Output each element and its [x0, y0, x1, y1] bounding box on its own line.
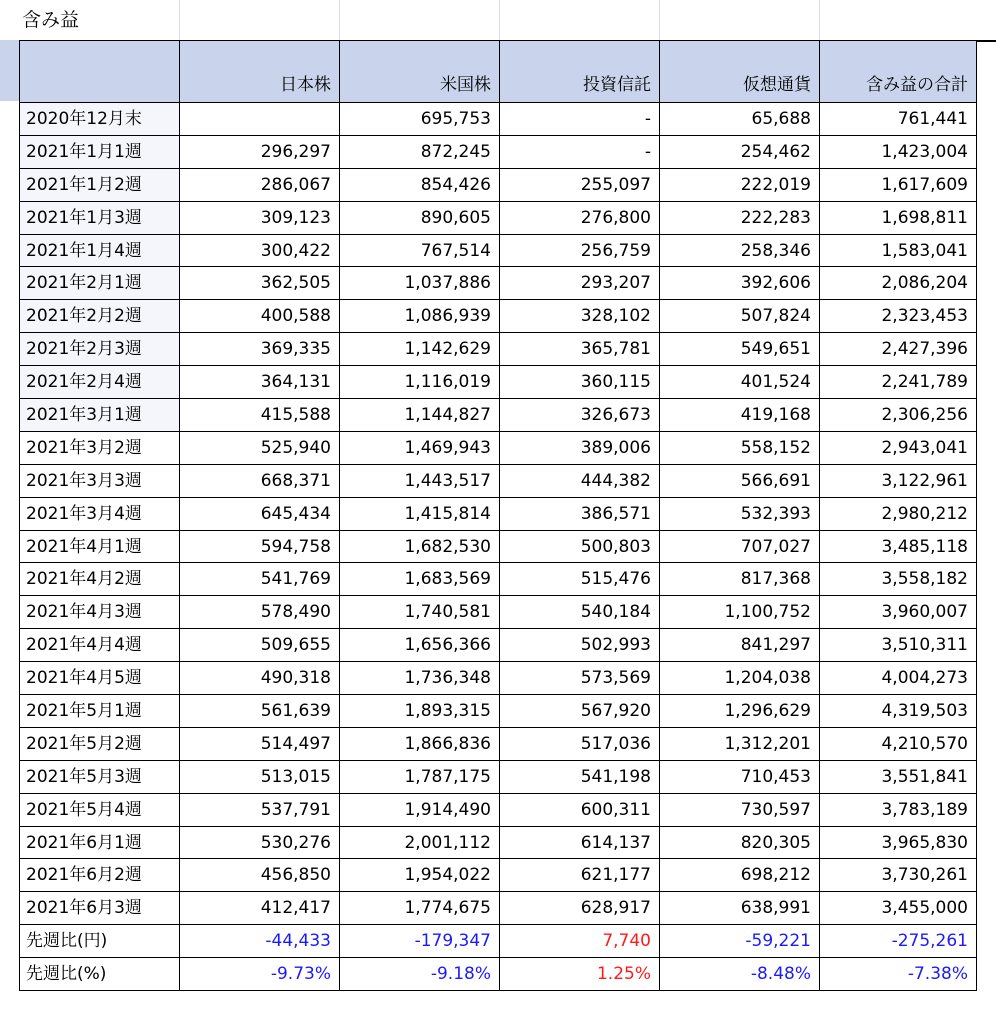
cell-jp-stocks[interactable]: 412,417	[180, 892, 340, 925]
row-label-cell[interactable]: 2021年1月3週	[20, 201, 180, 234]
cell-crypto[interactable]: 638,991	[660, 892, 820, 925]
cell-jp-stocks[interactable]: 400,588	[180, 300, 340, 333]
row-label-cell[interactable]: 2021年2月4週	[20, 366, 180, 399]
cell-investment-trust[interactable]: 255,097	[500, 168, 660, 201]
summary-cell-crypto[interactable]: -8.48%	[660, 958, 820, 991]
table-row	[20, 563, 977, 596]
cell-investment-trust[interactable]: 256,759	[500, 234, 660, 267]
cell-crypto[interactable]: 222,019	[660, 168, 820, 201]
row-label-cell[interactable]: 2021年6月2週	[20, 859, 180, 892]
row-label-cell[interactable]: 2021年5月4週	[20, 793, 180, 826]
cell-crypto[interactable]: 419,168	[660, 399, 820, 432]
cell-total[interactable]: 2,427,396	[820, 333, 977, 366]
table-row	[20, 399, 977, 432]
header-left-band	[0, 40, 19, 101]
table-row	[20, 695, 977, 728]
cell-us-stocks[interactable]: 1,116,019	[340, 366, 500, 399]
summary-cell-jp-stocks[interactable]: -44,433	[180, 925, 340, 958]
cell-investment-trust[interactable]: 628,917	[500, 892, 660, 925]
header-cell-us-stocks[interactable]: 米国株	[340, 41, 500, 103]
cell-us-stocks[interactable]: 872,245	[340, 135, 500, 168]
cell-jp-stocks[interactable]: 514,497	[180, 727, 340, 760]
cell-total[interactable]: 3,730,261	[820, 859, 977, 892]
summary-cell-us-stocks[interactable]: -179,347	[340, 925, 500, 958]
cell-us-stocks[interactable]: 1,866,836	[340, 727, 500, 760]
cell-total[interactable]: 3,510,311	[820, 629, 977, 662]
cell-total[interactable]: 1,423,004	[820, 135, 977, 168]
row-label-cell[interactable]: 2021年1月2週	[20, 168, 180, 201]
cell-crypto[interactable]: 707,027	[660, 530, 820, 563]
cell-investment-trust[interactable]: 621,177	[500, 859, 660, 892]
table-row	[20, 530, 977, 563]
header-cell-jp-stocks[interactable]: 日本株	[180, 41, 340, 103]
cell-us-stocks[interactable]: 1,736,348	[340, 662, 500, 695]
cell-crypto[interactable]: 698,212	[660, 859, 820, 892]
cell-total[interactable]: 3,783,189	[820, 793, 977, 826]
cell-us-stocks[interactable]: 1,037,886	[340, 267, 500, 300]
grid-line	[179, 0, 180, 40]
cell-jp-stocks[interactable]: 456,850	[180, 859, 340, 892]
summary-cell-total[interactable]: -275,261	[820, 925, 977, 958]
table-row	[20, 267, 977, 300]
cell-jp-stocks[interactable]: 509,655	[180, 629, 340, 662]
cell-jp-stocks[interactable]: 490,318	[180, 662, 340, 695]
cell-crypto[interactable]: 566,691	[660, 464, 820, 497]
cell-investment-trust[interactable]: -	[500, 103, 660, 136]
cell-total[interactable]: 3,965,830	[820, 826, 977, 859]
cell-us-stocks[interactable]: 1,683,569	[340, 563, 500, 596]
cell-total[interactable]: 2,086,204	[820, 267, 977, 300]
cell-crypto[interactable]: 1,312,201	[660, 727, 820, 760]
cell-jp-stocks[interactable]: 530,276	[180, 826, 340, 859]
row-label-cell[interactable]: 2021年3月3週	[20, 464, 180, 497]
cell-us-stocks[interactable]: 890,605	[340, 201, 500, 234]
cell-investment-trust[interactable]: 293,207	[500, 267, 660, 300]
cell-investment-trust[interactable]: 541,198	[500, 760, 660, 793]
cell-jp-stocks[interactable]: 362,505	[180, 267, 340, 300]
table-row	[20, 300, 977, 333]
cell-investment-trust[interactable]: 502,993	[500, 629, 660, 662]
cell-investment-trust[interactable]: 386,571	[500, 497, 660, 530]
row-label-cell[interactable]: 2021年2月1週	[20, 267, 180, 300]
cell-crypto[interactable]: 841,297	[660, 629, 820, 662]
cell-us-stocks[interactable]: 1,469,943	[340, 431, 500, 464]
row-label-cell[interactable]: 2021年4月3週	[20, 596, 180, 629]
cell-total[interactable]: 3,960,007	[820, 596, 977, 629]
cell-jp-stocks[interactable]: 513,015	[180, 760, 340, 793]
cell-crypto[interactable]: 222,283	[660, 201, 820, 234]
cell-total[interactable]: 1,698,811	[820, 201, 977, 234]
sheet-title-cell[interactable]: 含み益	[22, 9, 80, 31]
row-label-cell[interactable]: 2021年5月3週	[20, 760, 180, 793]
summary-cell-total[interactable]: -7.38%	[820, 958, 977, 991]
header-cell-crypto[interactable]: 仮想通貨	[660, 41, 820, 103]
cell-us-stocks[interactable]: 695,753	[340, 103, 500, 136]
summary-cell-us-stocks[interactable]: -9.18%	[340, 958, 500, 991]
unrealized-gains-table	[19, 40, 977, 991]
cell-investment-trust[interactable]: 573,569	[500, 662, 660, 695]
summary-row	[20, 925, 977, 958]
table-row	[20, 859, 977, 892]
cell-investment-trust[interactable]: 328,102	[500, 300, 660, 333]
cell-investment-trust[interactable]: 517,036	[500, 727, 660, 760]
cell-crypto[interactable]: 820,305	[660, 826, 820, 859]
cell-jp-stocks[interactable]: 561,639	[180, 695, 340, 728]
cell-total[interactable]: 2,306,256	[820, 399, 977, 432]
cell-investment-trust[interactable]: 567,920	[500, 695, 660, 728]
title-row	[0, 0, 996, 42]
row-label-cell[interactable]: 2021年3月2週	[20, 431, 180, 464]
cell-crypto[interactable]: 254,462	[660, 135, 820, 168]
cell-jp-stocks[interactable]: 296,297	[180, 135, 340, 168]
table-row	[20, 497, 977, 530]
cell-total[interactable]: 3,551,841	[820, 760, 977, 793]
cell-us-stocks[interactable]: 1,142,629	[340, 333, 500, 366]
cell-jp-stocks[interactable]: 525,940	[180, 431, 340, 464]
cell-us-stocks[interactable]: 767,514	[340, 234, 500, 267]
cell-total[interactable]: 3,485,118	[820, 530, 977, 563]
cell-crypto[interactable]: 401,524	[660, 366, 820, 399]
cell-crypto[interactable]: 1,296,629	[660, 695, 820, 728]
cell-investment-trust[interactable]: 500,803	[500, 530, 660, 563]
table-row	[20, 135, 977, 168]
header-cell-total[interactable]: 含み益の合計	[820, 41, 977, 103]
row-label-cell[interactable]: 2021年4月4週	[20, 629, 180, 662]
header-cell-investment-trust[interactable]: 投資信託	[500, 41, 660, 103]
cell-us-stocks[interactable]: 1,893,315	[340, 695, 500, 728]
cell-investment-trust[interactable]: -	[500, 135, 660, 168]
cell-total[interactable]: 4,319,503	[820, 695, 977, 728]
row-label-cell[interactable]: 2021年1月4週	[20, 234, 180, 267]
table-row	[20, 793, 977, 826]
summary-label-cell[interactable]: 先週比(円)	[20, 925, 180, 958]
cell-us-stocks[interactable]: 1,914,490	[340, 793, 500, 826]
cell-jp-stocks[interactable]: 537,791	[180, 793, 340, 826]
row-label-cell[interactable]: 2021年5月1週	[20, 695, 180, 728]
row-label-cell[interactable]: 2020年12月末	[20, 103, 180, 136]
cell-jp-stocks[interactable]: 309,123	[180, 201, 340, 234]
header-cell-corner[interactable]	[20, 41, 180, 103]
cell-us-stocks[interactable]: 1,954,022	[340, 859, 500, 892]
row-label-cell[interactable]: 2021年4月1週	[20, 530, 180, 563]
cell-total[interactable]: 1,617,609	[820, 168, 977, 201]
cell-crypto[interactable]: 65,688	[660, 103, 820, 136]
row-label-cell[interactable]: 2021年3月1週	[20, 399, 180, 432]
cell-jp-stocks[interactable]: 300,422	[180, 234, 340, 267]
cell-investment-trust[interactable]: 515,476	[500, 563, 660, 596]
table-row	[20, 103, 977, 136]
table-row	[20, 333, 977, 366]
table-row	[20, 431, 977, 464]
cell-jp-stocks[interactable]: 364,131	[180, 366, 340, 399]
cell-total[interactable]: 3,558,182	[820, 563, 977, 596]
summary-cell-crypto[interactable]: -59,221	[660, 925, 820, 958]
cell-investment-trust[interactable]: 365,781	[500, 333, 660, 366]
table-row	[20, 662, 977, 695]
grid-line	[659, 0, 660, 40]
table-row	[20, 727, 977, 760]
cell-investment-trust[interactable]: 444,382	[500, 464, 660, 497]
cell-crypto[interactable]: 532,393	[660, 497, 820, 530]
row-label-cell[interactable]: 2021年6月1週	[20, 826, 180, 859]
summary-row	[20, 958, 977, 991]
cell-us-stocks[interactable]: 1,656,366	[340, 629, 500, 662]
cell-crypto[interactable]: 710,453	[660, 760, 820, 793]
cell-us-stocks[interactable]: 1,682,530	[340, 530, 500, 563]
grid-line	[819, 0, 820, 40]
cell-us-stocks[interactable]: 1,774,675	[340, 892, 500, 925]
cell-crypto[interactable]: 549,651	[660, 333, 820, 366]
table-row	[20, 366, 977, 399]
row-label-cell[interactable]: 2021年3月4週	[20, 497, 180, 530]
cell-investment-trust[interactable]: 540,184	[500, 596, 660, 629]
cell-us-stocks[interactable]: 1,740,581	[340, 596, 500, 629]
cell-crypto[interactable]: 1,204,038	[660, 662, 820, 695]
header-row	[20, 41, 977, 103]
cell-jp-stocks[interactable]: 286,067	[180, 168, 340, 201]
row-label-cell[interactable]: 2021年2月2週	[20, 300, 180, 333]
table-row	[20, 168, 977, 201]
cell-crypto[interactable]: 392,606	[660, 267, 820, 300]
table-row	[20, 201, 977, 234]
cell-crypto[interactable]: 258,346	[660, 234, 820, 267]
cell-us-stocks[interactable]: 1,086,939	[340, 300, 500, 333]
cell-jp-stocks[interactable]: 578,490	[180, 596, 340, 629]
cell-crypto[interactable]: 817,368	[660, 563, 820, 596]
cell-jp-stocks[interactable]: 594,758	[180, 530, 340, 563]
summary-label-cell[interactable]: 先週比(%)	[20, 958, 180, 991]
table-row	[20, 760, 977, 793]
cell-crypto[interactable]: 1,100,752	[660, 596, 820, 629]
cell-investment-trust[interactable]: 600,311	[500, 793, 660, 826]
summary-cell-jp-stocks[interactable]: -9.73%	[180, 958, 340, 991]
cell-total[interactable]: 2,943,041	[820, 431, 977, 464]
cell-us-stocks[interactable]: 1,415,814	[340, 497, 500, 530]
cell-investment-trust[interactable]: 326,673	[500, 399, 660, 432]
cell-us-stocks[interactable]: 2,001,112	[340, 826, 500, 859]
summary-cell-investment-trust[interactable]: 7,740	[500, 925, 660, 958]
row-label-cell[interactable]: 2021年1月1週	[20, 135, 180, 168]
cell-us-stocks[interactable]: 854,426	[340, 168, 500, 201]
grid-line	[339, 0, 340, 40]
table-row	[20, 892, 977, 925]
cell-total[interactable]: 761,441	[820, 103, 977, 136]
row-label-cell[interactable]: 2021年4月5週	[20, 662, 180, 695]
cell-jp-stocks[interactable]: 369,335	[180, 333, 340, 366]
cell-investment-trust[interactable]: 360,115	[500, 366, 660, 399]
cell-total[interactable]: 4,004,273	[820, 662, 977, 695]
cell-total[interactable]: 3,455,000	[820, 892, 977, 925]
cell-crypto[interactable]: 558,152	[660, 431, 820, 464]
table-row	[20, 826, 977, 859]
cell-jp-stocks[interactable]: 645,434	[180, 497, 340, 530]
row-label-cell[interactable]: 2021年2月3週	[20, 333, 180, 366]
cell-jp-stocks[interactable]: 541,769	[180, 563, 340, 596]
cell-total[interactable]: 1,583,041	[820, 234, 977, 267]
table-row	[20, 234, 977, 267]
cell-jp-stocks[interactable]: 415,588	[180, 399, 340, 432]
cell-total[interactable]: 2,241,789	[820, 366, 977, 399]
cell-crypto[interactable]: 730,597	[660, 793, 820, 826]
cell-us-stocks[interactable]: 1,443,517	[340, 464, 500, 497]
cell-investment-trust[interactable]: 614,137	[500, 826, 660, 859]
grid-line	[499, 0, 500, 40]
cell-investment-trust[interactable]: 389,006	[500, 431, 660, 464]
cell-jp-stocks[interactable]	[180, 103, 340, 136]
row-label-cell[interactable]: 2021年5月2週	[20, 727, 180, 760]
cell-us-stocks[interactable]: 1,787,175	[340, 760, 500, 793]
cell-total[interactable]: 4,210,570	[820, 727, 977, 760]
cell-jp-stocks[interactable]: 668,371	[180, 464, 340, 497]
cell-total[interactable]: 2,323,453	[820, 300, 977, 333]
cell-total[interactable]: 3,122,961	[820, 464, 977, 497]
cell-crypto[interactable]: 507,824	[660, 300, 820, 333]
row-label-cell[interactable]: 2021年4月2週	[20, 563, 180, 596]
table-row	[20, 629, 977, 662]
table-row	[20, 464, 977, 497]
row-label-cell[interactable]: 2021年6月3週	[20, 892, 180, 925]
table-row	[20, 596, 977, 629]
cell-us-stocks[interactable]: 1,144,827	[340, 399, 500, 432]
cell-investment-trust[interactable]: 276,800	[500, 201, 660, 234]
summary-cell-investment-trust[interactable]: 1.25%	[500, 958, 660, 991]
cell-total[interactable]: 2,980,212	[820, 497, 977, 530]
